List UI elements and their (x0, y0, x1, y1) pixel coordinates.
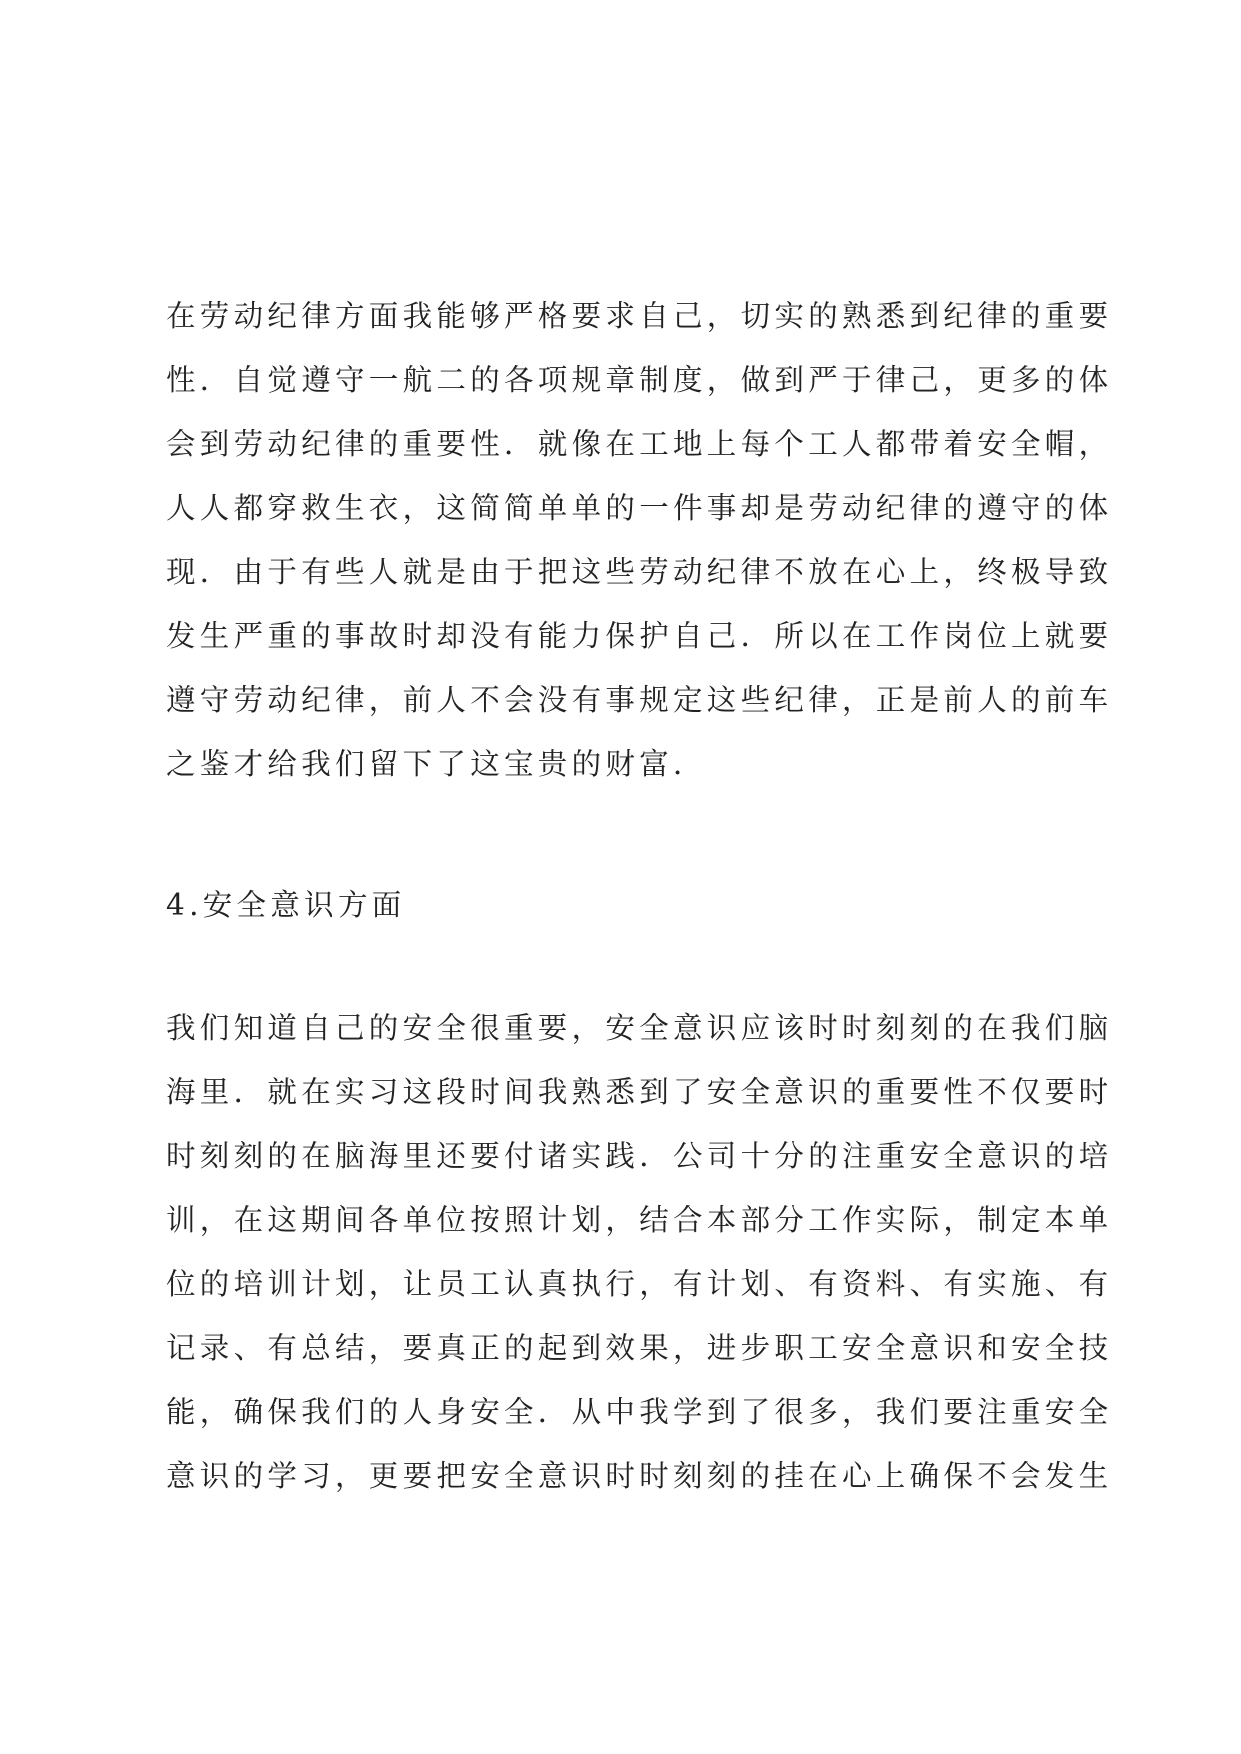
paragraph-line: 意识的学习，更要把安全意识时时刻刻的挂在心上确保不会发生 (166, 1459, 1113, 1493)
paragraph-line: 现．由于有些人就是由于把这些劳动纪律不放在心上，终极导致 (166, 555, 1113, 589)
paragraph-line: 之鉴才给我们留下了这宝贵的财富． (166, 747, 707, 781)
paragraph-line: 发生严重的事故时却没有能力保护自己．所以在工作岗位上就要 (166, 619, 1113, 653)
paragraph-line: 记录、有总结，要真正的起到效果，进步职工安全意识和安全技 (166, 1331, 1113, 1365)
paragraph-line: 人人都穿救生衣，这简简单单的一件事却是劳动纪律的遵守的体 (166, 491, 1113, 525)
paragraph-line: 我们知道自己的安全很重要，安全意识应该时时刻刻的在我们脑 (166, 1011, 1113, 1045)
paragraph-line: 时刻刻的在脑海里还要付诸实践．公司十分的注重安全意识的培 (166, 1139, 1113, 1173)
paragraph-labor-discipline (166, 284, 1113, 796)
paragraph-safety-awareness (166, 996, 1113, 1508)
paragraph-line: 性．自觉遵守一航二的各项规章制度，做到严于律己，更多的体 (166, 363, 1113, 397)
paragraph-line: 遵守劳动纪律，前人不会没有事规定这些纪律，正是前人的前车 (166, 683, 1113, 717)
paragraph-line: 能，确保我们的人身安全．从中我学到了很多，我们要注重安全 (166, 1395, 1113, 1429)
paragraph-line: 海里．就在实习这段时间我熟悉到了安全意识的重要性不仅要时 (166, 1075, 1113, 1109)
paragraph-line: 会到劳动纪律的重要性．就像在工地上每个工人都带着安全帽， (166, 427, 1113, 461)
section-heading (166, 873, 1096, 937)
paragraph-line: 位的培训计划，让员工认真执行，有计划、有资料、有实施、有 (166, 1267, 1113, 1301)
paragraph-line: 在劳动纪律方面我能够严格要求自己，切实的熟悉到纪律的重要 (166, 299, 1113, 333)
paragraph-line: 训，在这期间各单位按照计划，结合本部分工作实际，制定本单 (166, 1203, 1113, 1237)
section-heading-text: 4.安全意识方面 (166, 888, 406, 922)
